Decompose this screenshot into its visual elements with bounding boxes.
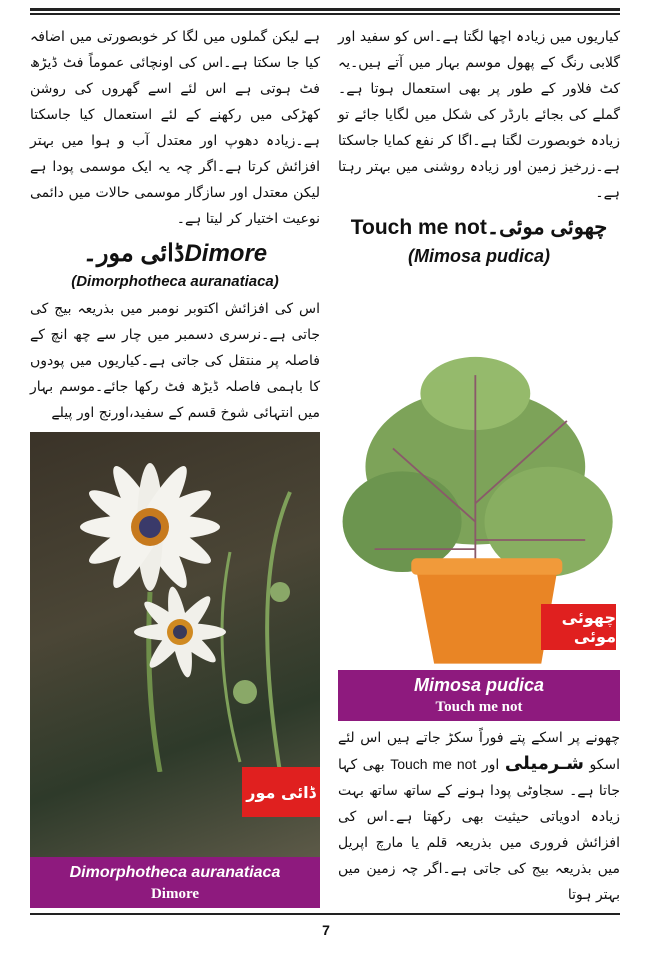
bottom-rule: [30, 913, 620, 915]
dimore-tag: ڈائی مور: [242, 767, 320, 817]
right-top-paragraph: کیاریوں میں زیادہ اچھا لگتا ہے۔اس کو سفید اور گلابی رنگ کے پھول موسم بہار میں آتے ہیں۔یہ کٹ فلاور کے طور پر بھی استعمال ہوتا ہے۔گملے کی بجائے بارڈر کی شکل میں لگایا جائے تو زیادہ خوبصورت لگتا ہے۔اگا کر نفع کمایا جاسکتا ہے۔زرخیز زمین اور زیادہ روشنی میں بہتر رہتا ہے۔: [338, 29, 620, 201]
dimore-caption-scientific: Dimorphotheca auranatiaca: [69, 864, 281, 881]
top-rule: [30, 8, 620, 15]
daisy-illustration: [30, 432, 320, 772]
dimore-photo: [30, 432, 320, 857]
mimosa-photo: [338, 270, 620, 670]
left-column: [30, 24, 320, 908]
right-column: [338, 24, 620, 908]
dimore-paragraph: اس کی افزائش اکتوبر نومبر میں بذریعہ بیج کی جاتی ہے۔نرسری دسمبر میں چار سے چھ انچ کے فاصلہ پر منتقل کی جاتی ہے۔کیاریوں میں پودوں کا باہمی فاصلہ ڈیڑھ فٹ رکھا جائے۔موسم بہار میں انتہائی شوخ قسم کے سفید،اورنج اور پیلے: [30, 301, 320, 421]
mimosa-caption-band: [338, 670, 620, 721]
dimore-caption-common: Dimore: [150, 886, 200, 902]
dimore-heading: ڈائی مور۔Dimore: [82, 240, 268, 267]
left-top-paragraph: ہے لیکن گملوں میں لگا کر خوبصورتی میں اضافہ کیا جا سکتا ہے۔اس کی اونچائی عموماً فٹ ڈیڑھ فٹ ہوتی ہے اس لئے اسے گھروں کی روشن کھڑکی میں رکھنے کے لئے استعمال کیا جاسکتا ہے۔زیادہ دھوپ اور معتدل آب و ہوا میں بہتر افزائش کرتا ہے۔اگر چہ یہ ایک موسمی پودا ہے لیکن معتدل اور سازگار موسمی حالات میں دائمی نوعیت اختیار کر لیتا ہے۔: [30, 29, 320, 227]
mimosa-paragraph: چھونے پر اسکے پتے فوراً سکڑ جاتے ہیں اس لئے اسکو شـرمیلی اور Touch me not بھی کہا جاتا ہے۔ سجاوٹی پودا ہونے کے ساتھ ساتھ بہت زیادہ ادویاتی حیثیت بھی رکھتا ہے۔اس کی افزائش فروری میں بذریعہ قلم یا مارچ اپریل میں بذریعہ بیج کی جاتی ہے۔اگر چہ زمین میں بہتر ہوتا: [338, 730, 621, 903]
page-number: 7: [322, 922, 330, 938]
mimosa-caption-common: Touch me not: [435, 699, 523, 715]
sharmeeli-bold-word: شـرمیلی: [504, 753, 584, 774]
mimosa-tag: چھوئی موئی: [541, 604, 616, 650]
dimore-scientific-name: (Dimorphotheca auranatiaca): [71, 273, 279, 290]
dimore-caption-band: [30, 857, 320, 908]
mimosa-scientific-name: (Mimosa pudica): [407, 246, 550, 266]
touch-me-not-heading: Touch me notچھوئی موئی۔: [350, 216, 608, 239]
mimosa-caption-scientific: Mimosa pudica: [413, 675, 545, 695]
